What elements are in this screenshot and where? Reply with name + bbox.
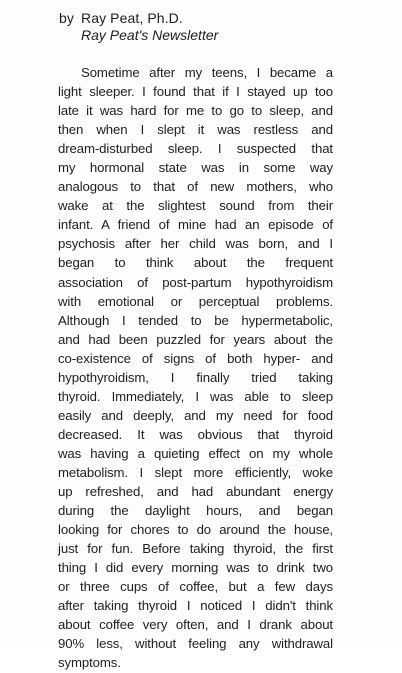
author-name: Ray Peat, Ph.D. xyxy=(81,10,183,26)
article-line: analogous to that of new mothers, who xyxy=(58,179,333,195)
article-line: with emotional or perceptual problems. xyxy=(58,293,333,309)
article-body xyxy=(58,63,333,673)
article-line: Sometime after my teens, I became a xyxy=(81,65,333,80)
article-line: and had been puzzled for years about the xyxy=(58,331,333,347)
article-line: metabolism. I slept more efficiently, woke xyxy=(58,464,333,480)
publication-name: Ray Peat's Newsletter xyxy=(81,27,219,43)
article-line: psychosis after her child was born, and I xyxy=(58,236,333,252)
article-line: looking for chores to do around the house, xyxy=(58,522,333,538)
article-line: after taking thyroid I noticed I didn't think xyxy=(58,598,333,614)
article-line: thing I did every morning was to drink two xyxy=(58,560,333,576)
article-line: wake at the slightest sound from their xyxy=(58,198,333,214)
article-line: about coffee very often, and I drank about xyxy=(58,617,333,633)
article-line: then when I slept it was restless and xyxy=(58,122,333,138)
article-line: just for fun. Before taking thyroid, the first xyxy=(58,541,333,557)
article-line: late it was hard for me to go to sleep, and xyxy=(58,103,333,119)
article-line: thyroid. Immediately, I was able to sleep xyxy=(58,388,333,404)
byline xyxy=(59,10,183,26)
article-line: during the daylight hours, and began xyxy=(58,503,333,519)
article-line: 90% less, without feeling any withdrawal xyxy=(58,636,333,652)
article-line: symptoms. xyxy=(58,655,121,671)
byline-prefix: by xyxy=(59,10,74,26)
article-line: co-existence of signs of both hyper- and xyxy=(58,350,333,366)
article-line: association of post-partum hypothyroidism xyxy=(58,274,333,290)
article-line: began to think about the frequent xyxy=(58,255,333,271)
article-line: hypothyroidism, I finally tried taking xyxy=(58,369,333,385)
article-line: up refreshed, and had abundant energy xyxy=(58,484,333,500)
article-line: light sleeper. I found that if I stayed up too xyxy=(58,84,333,100)
article-line: or three cups of coffee, but a few days xyxy=(58,579,333,595)
article-line: Although I tended to be hypermetabolic, xyxy=(58,312,333,328)
article-line: my hormonal state was in some way xyxy=(58,160,333,176)
article-line: was having a quieting effect on my whole xyxy=(58,445,333,461)
article-line: easily and deeply, and my need for food xyxy=(58,407,333,423)
article-line: decreased. It was obvious that thyroid xyxy=(58,426,333,442)
article-line: infant. A friend of mine had an episode of xyxy=(58,217,333,233)
article-line: dream-disturbed sleep. I suspected that xyxy=(58,141,333,157)
